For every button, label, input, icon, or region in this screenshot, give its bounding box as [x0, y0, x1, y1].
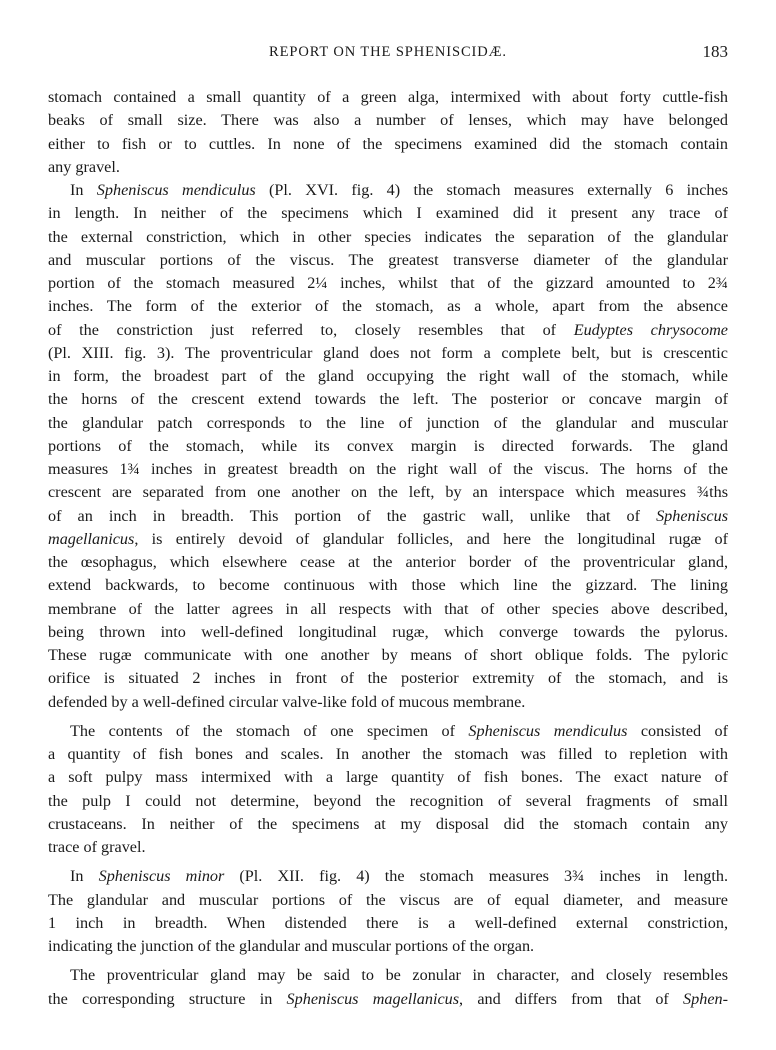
text-line — [48, 766, 728, 789]
text-line — [48, 551, 728, 574]
text-run: defended by a well-defined circular valve-like fold of mucous membrane. — [48, 692, 526, 711]
text-run: crescent are separated from one another on the left, by an interspace which measures ¾ths — [48, 483, 728, 502]
text-run: any gravel. — [48, 157, 120, 176]
italic-text: Spheniscus mendiculus — [468, 721, 628, 740]
text-line — [48, 133, 728, 156]
italic-text: Spheniscus magellanicus — [286, 989, 460, 1008]
paragraph-p2 — [48, 720, 728, 860]
italic-text: Spheniscus — [656, 506, 728, 525]
text-line — [48, 226, 728, 249]
text-line — [48, 935, 728, 958]
text-run: the horns of the crescent extend towards the left. The posterior or concave margin of — [48, 390, 728, 409]
text-run: consisted of — [627, 721, 728, 740]
text-line — [48, 813, 728, 836]
text-line — [48, 667, 728, 690]
text-line — [48, 295, 728, 318]
text-run: portion of the stomach measured 2¼ inches, whilst that of the gizzard amounted to 2¾ — [48, 274, 728, 292]
text-run: inches. The form of the exterior of the stomach, as a whole, apart from the absence — [48, 297, 728, 316]
text-run: In — [70, 181, 97, 199]
text-line — [48, 720, 728, 743]
text-line — [48, 156, 728, 179]
text-line — [48, 528, 728, 551]
text-line — [48, 179, 728, 202]
text-run: orifice is situated 2 inches in front of the posterior extremity of the stomach, and is — [48, 669, 728, 688]
italic-text: Sphen- — [683, 989, 728, 1008]
text-line — [48, 365, 728, 388]
italic-text: Spheniscus minor — [98, 867, 225, 886]
text-line — [48, 621, 728, 644]
text-run: (Pl. XII. fig. 4) the stomach measures 3¾ inches in length. — [224, 867, 729, 886]
text-line — [48, 388, 728, 411]
text-run: of the constriction just referred to, closely resembles that of — [48, 320, 574, 339]
text-run: The contents of the stomach of one specimen of — [70, 721, 469, 740]
text-run: the external constriction, which in other species indicates the separation of the glandular — [48, 227, 728, 246]
text-run: (Pl. XVI. fig. 4) the stomach measures externally 6 inches — [255, 181, 728, 199]
text-line — [48, 505, 728, 528]
text-run: the pulp I could not determine, beyond the recognition of several fragments of small — [48, 791, 728, 810]
italic-text: magellanicus — [48, 529, 135, 548]
paragraph-p4 — [48, 964, 728, 1011]
text-run: beaks of small size. There was also a number of lenses, which may have belonged — [48, 111, 728, 130]
text-line — [48, 435, 728, 458]
paragraph-p1 — [48, 179, 728, 714]
text-run: stomach contained a small quantity of a green alga, intermixed with about forty cuttle-fish — [48, 88, 728, 106]
italic-text: Spheniscus mendiculus — [96, 181, 256, 199]
text-line — [48, 743, 728, 766]
text-line — [48, 889, 728, 912]
text-line — [48, 865, 728, 888]
body-text — [48, 86, 728, 1011]
text-run: the glandular patch corresponds to the line of junction of the glandular and muscular — [48, 413, 728, 432]
text-line — [48, 574, 728, 597]
text-line — [48, 691, 728, 714]
text-line — [48, 86, 728, 109]
text-run: trace of gravel. — [48, 838, 146, 856]
text-line — [48, 412, 728, 435]
text-run: in form, the broadest part of the gland occupying the right wall of the stomach, while — [48, 367, 728, 385]
text-line — [48, 912, 728, 935]
text-run: a soft pulpy mass intermixed with a large quantity of fish bones. The exact nature of — [48, 768, 728, 787]
text-line — [48, 598, 728, 621]
text-line — [48, 644, 728, 667]
text-run: of an inch in breadth. This portion of the gastric wall, unlike that of — [48, 506, 657, 525]
paragraph-p3 — [48, 865, 728, 958]
text-run: measures 1¾ inches in greatest breadth on the right wall of the viscus. The horns of the — [48, 460, 728, 478]
text-run: either to fish or to cuttles. In none of the specimens examined did the stomach contain — [48, 134, 728, 153]
italic-text: Eudyptes chrysocome — [573, 320, 728, 339]
text-run: (Pl. XIII. fig. 3). The proventricular gland does not form a complete belt, but is crescentic — [48, 343, 728, 362]
text-line — [48, 964, 728, 987]
text-run: the œsophagus, which elsewhere cease at the anterior border of the proventricular gland, — [48, 553, 728, 571]
text-run: In — [70, 867, 99, 886]
text-run: , is entirely devoid of glandular follicles, and here the longitudinal rugæ of — [134, 529, 728, 548]
text-run: crustaceans. In neither of the specimens at my disposal did the stomach contain any — [48, 814, 728, 833]
text-run: in length. In neither of the specimens which I examined did it present any trace of — [48, 204, 728, 223]
text-run: These rugæ communicate with one another by means of short oblique folds. The pyloric — [48, 646, 728, 664]
text-line — [48, 342, 728, 365]
text-run: indicating the junction of the glandular and muscular portions of the organ. — [48, 937, 535, 955]
page-number: 183 — [702, 42, 728, 61]
page-header — [48, 44, 728, 68]
text-line — [48, 202, 728, 225]
text-line — [48, 109, 728, 132]
text-run: , and differs from that of — [459, 989, 684, 1008]
text-run: and muscular portions of the viscus. The greatest transverse diameter of the glandular — [48, 250, 728, 269]
paragraph-p0 — [48, 86, 728, 179]
text-line — [48, 481, 728, 504]
text-line — [48, 458, 728, 481]
text-run: extend backwards, to become continuous with those which line the gizzard. The lining — [48, 576, 728, 595]
text-run: being thrown into well-defined longitudinal rugæ, which converge towards the pylorus. — [48, 622, 728, 641]
text-run: 1 inch in breadth. When distended there is a well-defined external constriction, — [48, 913, 728, 932]
text-line — [48, 319, 728, 342]
text-run: the corresponding structure in — [48, 989, 287, 1008]
text-line — [48, 988, 728, 1011]
running-title: REPORT ON THE SPHENISCIDÆ. — [269, 44, 507, 60]
text-run: The glandular and muscular portions of the viscus are of equal diameter, and measure — [48, 890, 728, 909]
text-run: membrane of the latter agrees in all respects with that of other species above described, — [48, 599, 728, 618]
text-line — [48, 790, 728, 813]
text-run: portions of the stomach, while its convex margin is directed forwards. The gland — [48, 436, 728, 455]
text-line — [48, 249, 728, 272]
text-line — [48, 836, 728, 859]
text-run: a quantity of fish bones and scales. In another the stomach was filled to repletion with — [48, 745, 728, 763]
text-run: The proventricular gland may be said to be zonular in character, and closely resembles — [70, 966, 728, 985]
text-line — [48, 272, 728, 295]
